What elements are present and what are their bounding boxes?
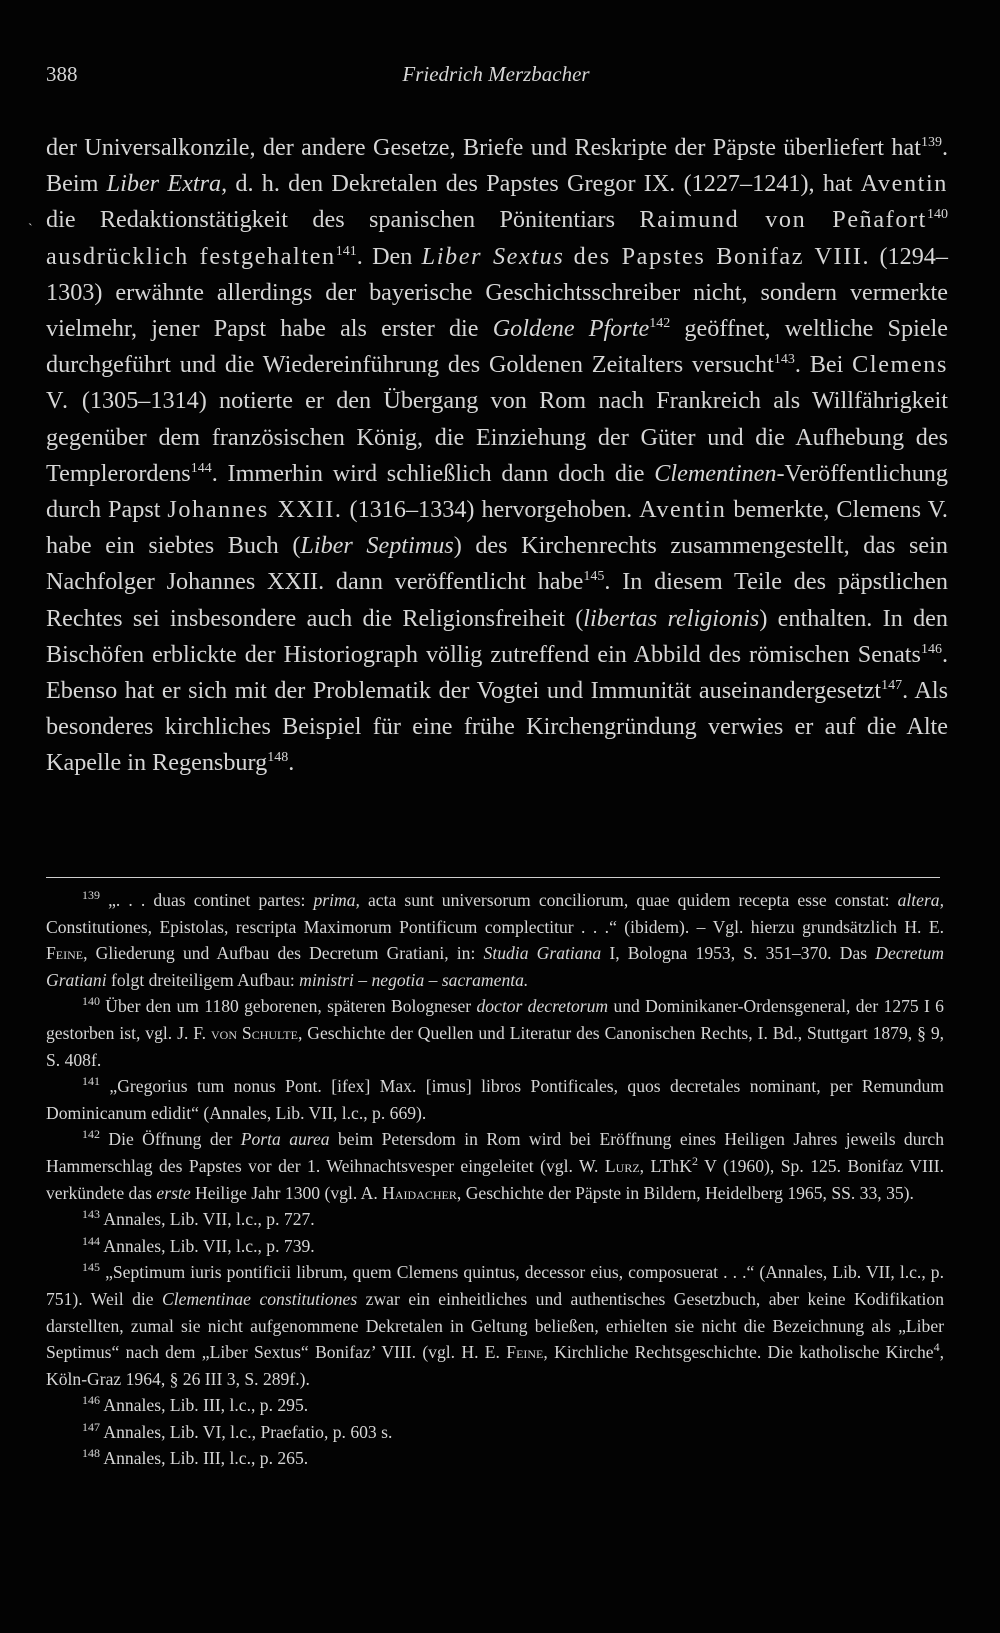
- footnote-145: [46, 1259, 944, 1392]
- footnote-ref: 142: [649, 316, 671, 332]
- text-run: Heilige Jahr 1300 (vgl. A.: [190, 1182, 383, 1203]
- footnote-141: [46, 1073, 944, 1126]
- footnote-ref: 146: [920, 641, 942, 657]
- italic-text: Porta aurea: [240, 1129, 330, 1150]
- text-run: acta sunt universorum conciliorum, quae quidem recepta esse constat:: [359, 890, 898, 910]
- italic-text: Clementinae constitutiones: [162, 1288, 358, 1309]
- running-head: Friedrich Merzbacher: [402, 62, 590, 86]
- footnote-number: 147: [82, 1419, 100, 1434]
- italic-text: Goldene Pforte: [492, 315, 650, 343]
- footnote-ref: 144: [190, 460, 212, 476]
- text-run: , Gliederung und Aufbau des Decretum Gratiani, in:: [83, 943, 484, 964]
- text-run: Die Öffnung der: [100, 1129, 241, 1150]
- text-run: . Bei: [794, 351, 853, 379]
- author-name: Feine: [506, 1342, 544, 1363]
- text-run: I, Bologna 1953, S. 351–370. Das: [601, 943, 876, 964]
- footnote-147: [46, 1419, 944, 1446]
- italic-text: Liber Sextus: [421, 242, 565, 270]
- italic-text: erste: [156, 1182, 191, 1203]
- text-run: Annales, Lib. VII, l.c., p. 739.: [100, 1235, 315, 1256]
- italic-text: libertas religionis: [583, 604, 760, 632]
- spaced-text: ausdrücklich festgehalten: [46, 242, 336, 270]
- footnote-number: 139: [82, 888, 100, 902]
- text-run: „Gregorius tum nonus Pont. [ifex] Max. [imus] libros Pontificales, quos decretales nominant, per Remundum Dominicanum edidit“ (Annales, Lib. VII, l.c., p. 669).: [46, 1076, 944, 1123]
- footnote-148: [46, 1445, 944, 1472]
- italic-text: Decretum Gratiani: [46, 943, 944, 990]
- footnote-144: [46, 1233, 944, 1260]
- body-paragraph: [46, 130, 948, 782]
- author-name: Lurz: [604, 1155, 640, 1176]
- italic-text: prima,: [313, 890, 360, 910]
- spaced-name: Aventin: [639, 496, 727, 524]
- text-run: , Geschichte der Quellen und Literatur des Canonischen Rechts, I. Bd., Stuttgart 1879, § 9, S. 408f.: [46, 1022, 945, 1070]
- footnote-142: [46, 1126, 944, 1206]
- footnote-ref: 140: [927, 207, 949, 223]
- text-run: -Veröffentlichung durch Papst: [46, 459, 948, 524]
- text-run: Annales, Lib. VI, l.c., Praefatio, p. 603 s.: [100, 1421, 393, 1442]
- text-run: Annales, Lib. III, l.c., p. 265.: [100, 1448, 309, 1469]
- main-text: [46, 130, 948, 782]
- text-run: „Septimum iuris pontificii librum, quem Clemens quintus, decessor eius, composuerat . . .“ (Annales, Lib. VII, l.c., p. 751). Weil die: [46, 1262, 944, 1309]
- italic-text: doctor decretorum: [476, 996, 609, 1017]
- text-run: folgt dreiteiligem Aufbau:: [106, 969, 300, 990]
- italic-text: altera,: [897, 890, 944, 910]
- text-run: Annales, Lib. III, l.c., p. 295.: [100, 1395, 309, 1416]
- italic-text: Studia Gratiana: [483, 943, 602, 964]
- text-run: , LThK: [639, 1155, 692, 1176]
- spaced-name: Aventin: [860, 170, 948, 198]
- page-number: 388: [46, 62, 78, 86]
- text-run: und Dominikaner-Ordensgeneral, der 1275 I 6 gestorben ist, vgl. J. F.: [46, 996, 944, 1043]
- text-run: (1316–1334) hervorgehoben.: [342, 496, 640, 524]
- text-run: d. h. den Dekretalen des Papstes Gregor IX. (1227–1241), hat: [227, 170, 861, 198]
- footnote-ref: 141: [335, 243, 357, 259]
- margin-mark: `: [28, 222, 33, 237]
- footnote-number: 144: [82, 1233, 100, 1248]
- page-header: [46, 62, 946, 92]
- footnote-number: 146: [82, 1393, 100, 1408]
- italic-text: Liber Septimus: [300, 532, 454, 560]
- text-run: der Universalkonzile, der andere Gesetze, Briefe und Reskripte der Päpste überliefert hat: [46, 134, 921, 161]
- text-run: .: [288, 749, 295, 777]
- text-run: geöffnet, weltliche Spiele durchgeführt und die Wiedereinführung des Goldenen Zeitalters versucht: [46, 315, 949, 379]
- footnote-ref: 139: [920, 135, 942, 150]
- italic-text: Clementinen: [654, 459, 777, 487]
- edition-superscript: 2: [691, 1153, 698, 1168]
- footnote-number: 143: [82, 1207, 100, 1222]
- footnote-139: [46, 887, 944, 993]
- text-run: zwar ein einheitliches und authentisches Gesetzbuch, aber keine Kodifikation darstellten, zumal sie nicht aufgenommene Dekretalen in Geltung beließen, erhielten sie nicht die Bezeichnung als „Liber Septimus“ nach dem „Liber Sextus“ Bonifaz’ VIII. (vgl. H. E.: [46, 1288, 944, 1363]
- text-run: . Den: [356, 242, 422, 270]
- footnote-number: 140: [82, 994, 100, 1009]
- footnote-number: 141: [82, 1074, 100, 1089]
- footnote-number: 142: [82, 1127, 100, 1142]
- text-run: (1294–1303) erwähnte allerdings der bayerische Geschichtsschreiber nicht, sondern vermerkte vielmehr, jener Papst habe als erster die: [46, 242, 948, 343]
- edition-superscript: 4: [933, 1340, 940, 1355]
- text-run: , Kirchliche Rechtsgeschichte. Die katholische Kirche: [543, 1342, 934, 1363]
- text-run: die Redaktionstätigkeit des spanischen Pönitentiars: [46, 206, 640, 234]
- text-run: , Köln-Graz 1964, § 26 III 3, S. 289f.).: [46, 1342, 944, 1389]
- footnote-number: 145: [82, 1260, 100, 1275]
- text-run: ) des Kirchenrechts zusammengestellt, das sein Nachfolger Johannes XXII. dann veröffentlicht habe: [46, 532, 948, 596]
- footnote-ref: 145: [583, 569, 605, 585]
- text-run: „. . . duas continet partes:: [100, 890, 314, 910]
- author-name: Haidacher: [382, 1182, 457, 1203]
- text-run: ) enthalten. In den Bischöfen erblickte der Historiograph völlig zutreffend ein Abbild des römischen Senats: [46, 604, 949, 668]
- text-run: Constitutiones, Epistolas, rescripta Maximorum Pontificum complectitur . . .“ (ibidem). – Vgl. hierzu grundsätzlich H. E.: [46, 916, 944, 937]
- footnote-divider: [46, 877, 940, 878]
- author-name: Feine: [46, 943, 84, 964]
- footnote-ref: 147: [881, 678, 903, 694]
- italic-text: Liber Extra,: [106, 170, 228, 198]
- text-run: Annales, Lib. VII, l.c., p. 727.: [100, 1209, 315, 1230]
- footnote-140: [46, 993, 944, 1073]
- text-run: V (1960), Sp. 125. Bonifaz VIII. verkündete das: [46, 1155, 944, 1203]
- footnote-ref: 143: [773, 352, 795, 368]
- footnotes: [46, 887, 944, 1472]
- text-run: , Geschichte der Päpste in Bildern, Heidelberg 1965, SS. 33, 35).: [456, 1182, 914, 1203]
- footnote-143: [46, 1206, 944, 1233]
- text-run: . Als besonderes kirchliches Beispiel für eine frühe Kirchengründung verwies er auf die Alte Kapelle in Regensburg: [46, 677, 948, 777]
- footnote-146: [46, 1392, 944, 1419]
- spaced-name: Johannes XXII.: [167, 496, 343, 524]
- text-run: bemerkte, Clemens V. habe ein siebtes Buch (: [46, 496, 948, 560]
- text-run: Über den um 1180 geborenen, späteren Bologneser: [100, 996, 477, 1017]
- author-name: von Schulte: [210, 1022, 298, 1043]
- text-run: . Beim: [46, 134, 948, 198]
- text-run: . Immerhin wird schließlich dann doch die: [211, 459, 655, 487]
- text-run: beim Petersdom in Rom wird bei Eröffnung eines Heiligen Jahres jeweils durch Hammerschlag des Papstes vor der 1. Weihnachtsvesper eingeleitet (vgl. W.: [46, 1129, 944, 1176]
- italic-text: ministri – negotia – sacramenta.: [299, 969, 529, 990]
- footnote-number: 148: [82, 1446, 100, 1461]
- spaced-name: des Papstes Bonifaz VIII.: [573, 242, 871, 270]
- footnote-ref: 148: [267, 750, 289, 766]
- spaced-name: Clemens V.: [46, 351, 948, 415]
- text-run: (1305–1314) notierte er den Übergang von Rom nach Frankreich als Willfährigkeit gegenüber dem französischen König, die Einziehung der Güter und die Aufhebung des Templerordens: [46, 387, 948, 487]
- text-run: . In diesem Teile des päpstlichen Rechtes sei insbesondere auch die Religionsfreiheit (: [46, 568, 948, 632]
- text-run: . Ebenso hat er sich mit der Problematik der Vogtei und Immunität auseinandergesetzt: [46, 640, 948, 705]
- spaced-name: Raimund von Peñafort: [639, 206, 928, 234]
- text-run: [564, 243, 573, 270]
